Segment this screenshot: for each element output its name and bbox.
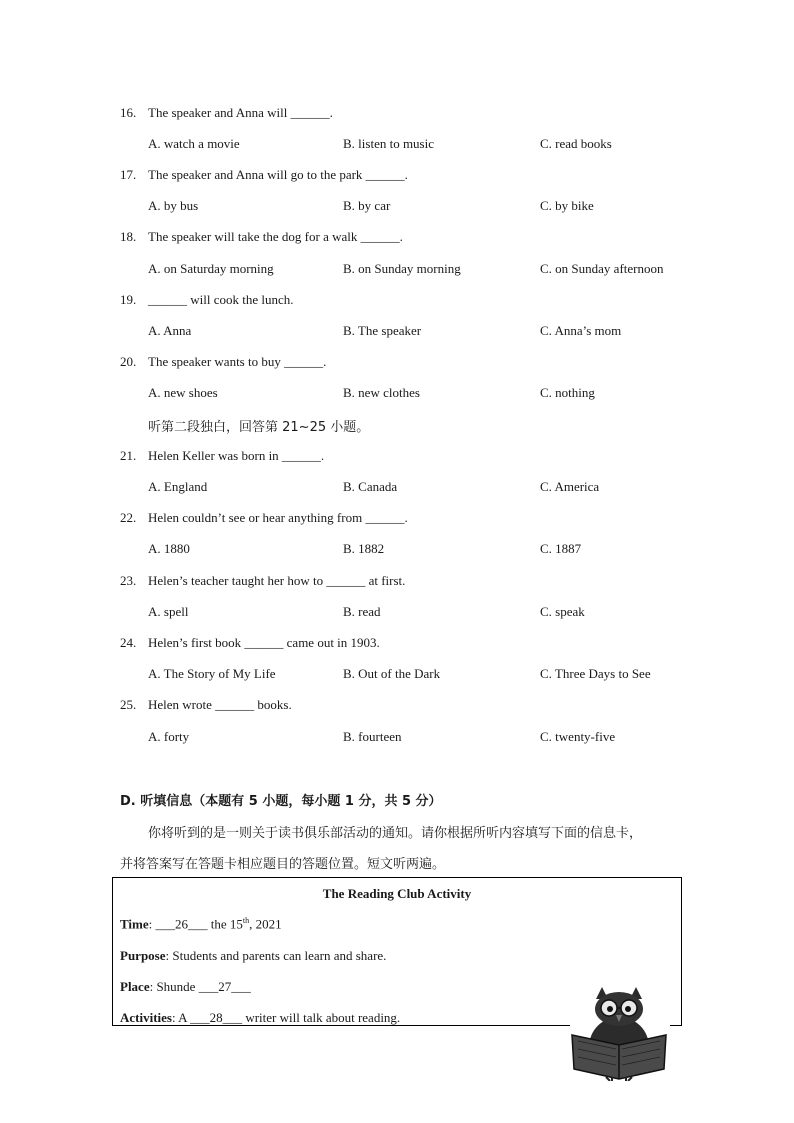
option-b: B. read: [343, 604, 381, 619]
owl-reading-book-icon: [566, 985, 672, 1081]
option-b: B. fourteen: [343, 729, 402, 744]
question-17: 17. The speaker and Anna will go to the park ______.: [120, 167, 408, 182]
question-18: 18. The speaker will take the dog for a walk ______.: [120, 229, 403, 244]
question-20: 20. The speaker wants to buy ______.: [120, 354, 327, 369]
question-text: The speaker and Anna will ______.: [148, 105, 333, 120]
question-text: Helen’s teacher taught her how to ______ at first.: [148, 573, 406, 588]
question-25: 25. Helen wrote ______ books.: [120, 697, 292, 712]
blank-27[interactable]: ___27___: [198, 979, 251, 994]
option-a: A. The Story of My Life: [148, 666, 276, 681]
option-c: C. nothing: [540, 385, 595, 400]
option-c: C. Three Days to See: [540, 666, 651, 681]
listening-instruction: 听第二段独白，回答第 21~25 小题。: [148, 420, 370, 435]
option-b: B. listen to music: [343, 136, 434, 151]
option-a: A. on Saturday morning: [148, 261, 274, 276]
option-a: A. 1880: [148, 541, 190, 556]
question-19: 19. ______ will cook the lunch.: [120, 292, 294, 307]
question-text: The speaker wants to buy ______.: [148, 354, 327, 369]
question-text: Helen wrote ______ books.: [148, 697, 292, 712]
info-card-bottom-border: [112, 1025, 570, 1026]
info-card-title: The Reading Club Activity: [322, 886, 472, 901]
question-23: 23. Helen’s teacher taught her how to ______ at first.: [120, 573, 406, 588]
option-c: C. Anna’s mom: [540, 323, 622, 338]
option-a: A. new shoes: [148, 385, 218, 400]
option-a: A. watch a movie: [148, 136, 240, 151]
info-row-time: Time: ___26___ the 15th, 2021: [120, 916, 282, 932]
option-c: C. America: [540, 479, 600, 494]
option-c: C. by bike: [540, 198, 594, 213]
option-b: B. new clothes: [343, 385, 420, 400]
option-b: B. Out of the Dark: [343, 666, 441, 681]
question-16: 16. The speaker and Anna will ______.: [120, 105, 333, 120]
question-24: 24. Helen’s first book ______ came out in 1903.: [120, 635, 380, 650]
option-c: C. speak: [540, 604, 585, 619]
question-21: 21. Helen Keller was born in ______.: [120, 448, 325, 463]
option-b: B. Canada: [343, 479, 398, 494]
option-a: A. England: [148, 479, 208, 494]
section-d-instruction-line1: 你将听到的是一则关于读书俱乐部活动的通知。请你根据所听内容填写下面的信息卡，: [148, 826, 643, 841]
question-text: ______ will cook the lunch.: [148, 292, 294, 307]
option-c: C. twenty-five: [540, 729, 616, 744]
question-text: The speaker and Anna will go to the park ______.: [148, 167, 408, 182]
info-row-purpose: Purpose: Students and parents can learn and share.: [120, 948, 387, 963]
option-c: C. read books: [540, 136, 612, 151]
question-text: Helen’s first book ______ came out in 1903.: [148, 635, 380, 650]
question-text: The speaker will take the dog for a walk ______.: [148, 229, 403, 244]
blank-28[interactable]: ___28___: [190, 1010, 243, 1025]
option-c: C. 1887: [540, 541, 582, 556]
info-row-place: Place: Shunde ___27___: [120, 979, 251, 994]
section-d-instruction-line2: 并将答案写在答题卡相应题目的答题位置。短文听两遍。: [120, 857, 446, 872]
info-row-activities: Activities: A ___28___ writer will talk about reading.: [120, 1010, 401, 1025]
blank-26[interactable]: ___26___: [155, 916, 208, 932]
question-text: Helen couldn’t see or hear anything from ______.: [148, 510, 408, 525]
option-b: B. on Sunday morning: [343, 261, 461, 276]
option-a: A. Anna: [148, 323, 192, 338]
option-b: B. The speaker: [343, 323, 422, 338]
question-22: 22. Helen couldn’t see or hear anything from ______.: [120, 510, 408, 525]
question-text: Helen Keller was born in ______.: [148, 448, 325, 463]
option-a: A. by bus: [148, 198, 199, 213]
option-c: C. on Sunday afternoon: [540, 261, 664, 276]
option-a: A. forty: [148, 729, 190, 744]
option-a: A. spell: [148, 604, 189, 619]
option-b: B. 1882: [343, 541, 385, 556]
section-d-heading: D. 听填信息（本题有 5 小题，每小题 1 分，共 5 分）: [120, 794, 442, 809]
option-b: B. by car: [343, 198, 391, 213]
